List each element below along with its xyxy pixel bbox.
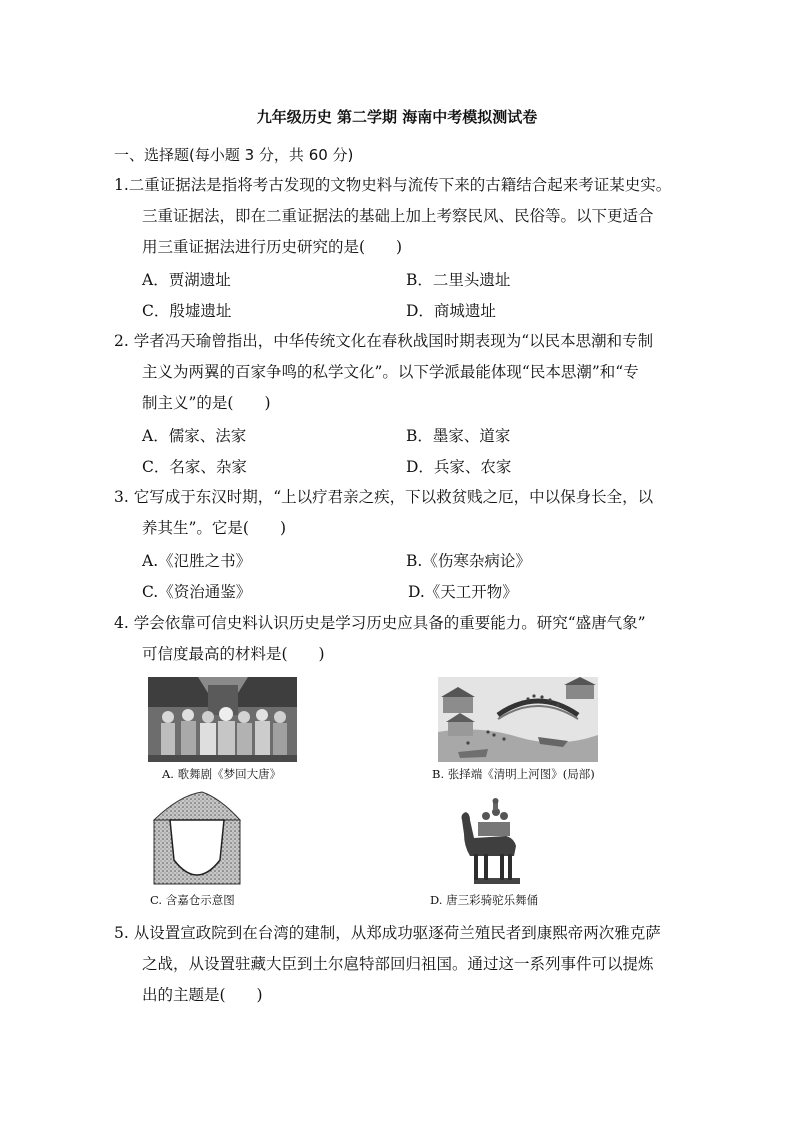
option-b: B．二里头遗址 [406, 271, 511, 289]
question-3 [114, 482, 694, 544]
option-a: A．贾湖遗址 [142, 271, 231, 289]
question-5-line-2: 之战，从设置驻藏大臣到土尔扈特部回归祖国。通过这一系列事件可以提炼 [142, 955, 654, 973]
figure-c-granary-diagram [150, 790, 244, 886]
question-5-line-1: 5. 从设置宣政院到在台湾的建制，从郑成功驱逐荷兰殖民者到康熙帝两次雅克萨 [114, 924, 661, 942]
figure-d-caption: D. 唐三彩骑驼乐舞俑 [430, 893, 539, 907]
option-c: C．殷墟遗址 [142, 302, 232, 320]
option-c: C.《资治通鉴》 [142, 583, 252, 601]
question-4-line-1: 4. 学会依靠可信史料认识历史是学习历史应具备的重要能力。研究“盛唐气象” [114, 614, 646, 632]
section-heading: 一、选择题(每小题 3 分，共 60 分) [114, 146, 354, 164]
question-5 [114, 918, 694, 1011]
question-2-line-1: 2. 学者冯天瑜曾指出，中华传统文化在春秋战国时期表现为“以民本思潮和专制 [114, 332, 654, 350]
question-4 [114, 608, 694, 670]
option-d: D．兵家、农家 [406, 458, 512, 476]
question-1-line-2: 三重证据法，即在二重证据法的基础上加上考察民风、民俗等。以下更适合 [142, 207, 654, 225]
question-3-line-2: 养其生”。它是( ) [142, 519, 287, 537]
question-2-line-3: 制主义”的是( ) [142, 394, 271, 412]
question-3-line-1: 3. 它写成于东汉时期，“上以疗君亲之疾，下以救贫贱之厄，中以保身长全，以 [114, 488, 654, 506]
option-b: B.《伤寒杂病论》 [406, 552, 531, 570]
option-d: D．商城遗址 [406, 302, 496, 320]
option-b: B．墨家、道家 [406, 427, 511, 445]
exam-title: 九年级历史 第二学期 海南中考模拟测试卷 [256, 108, 538, 126]
question-1-line-3: 用三重证据法进行历史研究的是( ) [142, 238, 403, 256]
option-a: A.《氾胜之书》 [142, 552, 252, 570]
question-2 [114, 326, 694, 419]
figure-c-caption: C. 含嘉仓示意图 [150, 893, 235, 907]
figure-d-camel-figurine-image [456, 798, 526, 886]
question-5-line-3: 出的主题是( ) [142, 986, 263, 1004]
option-a: A．儒家、法家 [142, 427, 247, 445]
question-2-line-2: 主义为两翼的百家争鸣的私学文化”。以下学派最能体现“民本思潮”和“专 [142, 363, 639, 381]
figure-b-qingming-scroll-image [438, 677, 598, 762]
figure-a-caption: A. 歌舞剧《梦回大唐》 [162, 767, 282, 781]
question-1-line-1: 1.二重证据法是指将考古发现的文物史料与流传下来的古籍结合起来考证某史实。 [114, 176, 672, 194]
figure-b-caption: B. 张择端《清明上河图》(局部) [432, 767, 595, 781]
question-4-line-2: 可信度最高的材料是( ) [142, 645, 325, 663]
question-1 [114, 170, 694, 263]
option-d: D.《天工开物》 [408, 583, 518, 601]
option-c: C．名家、杂家 [142, 458, 247, 476]
figure-a-dance-drama-image [148, 677, 297, 762]
